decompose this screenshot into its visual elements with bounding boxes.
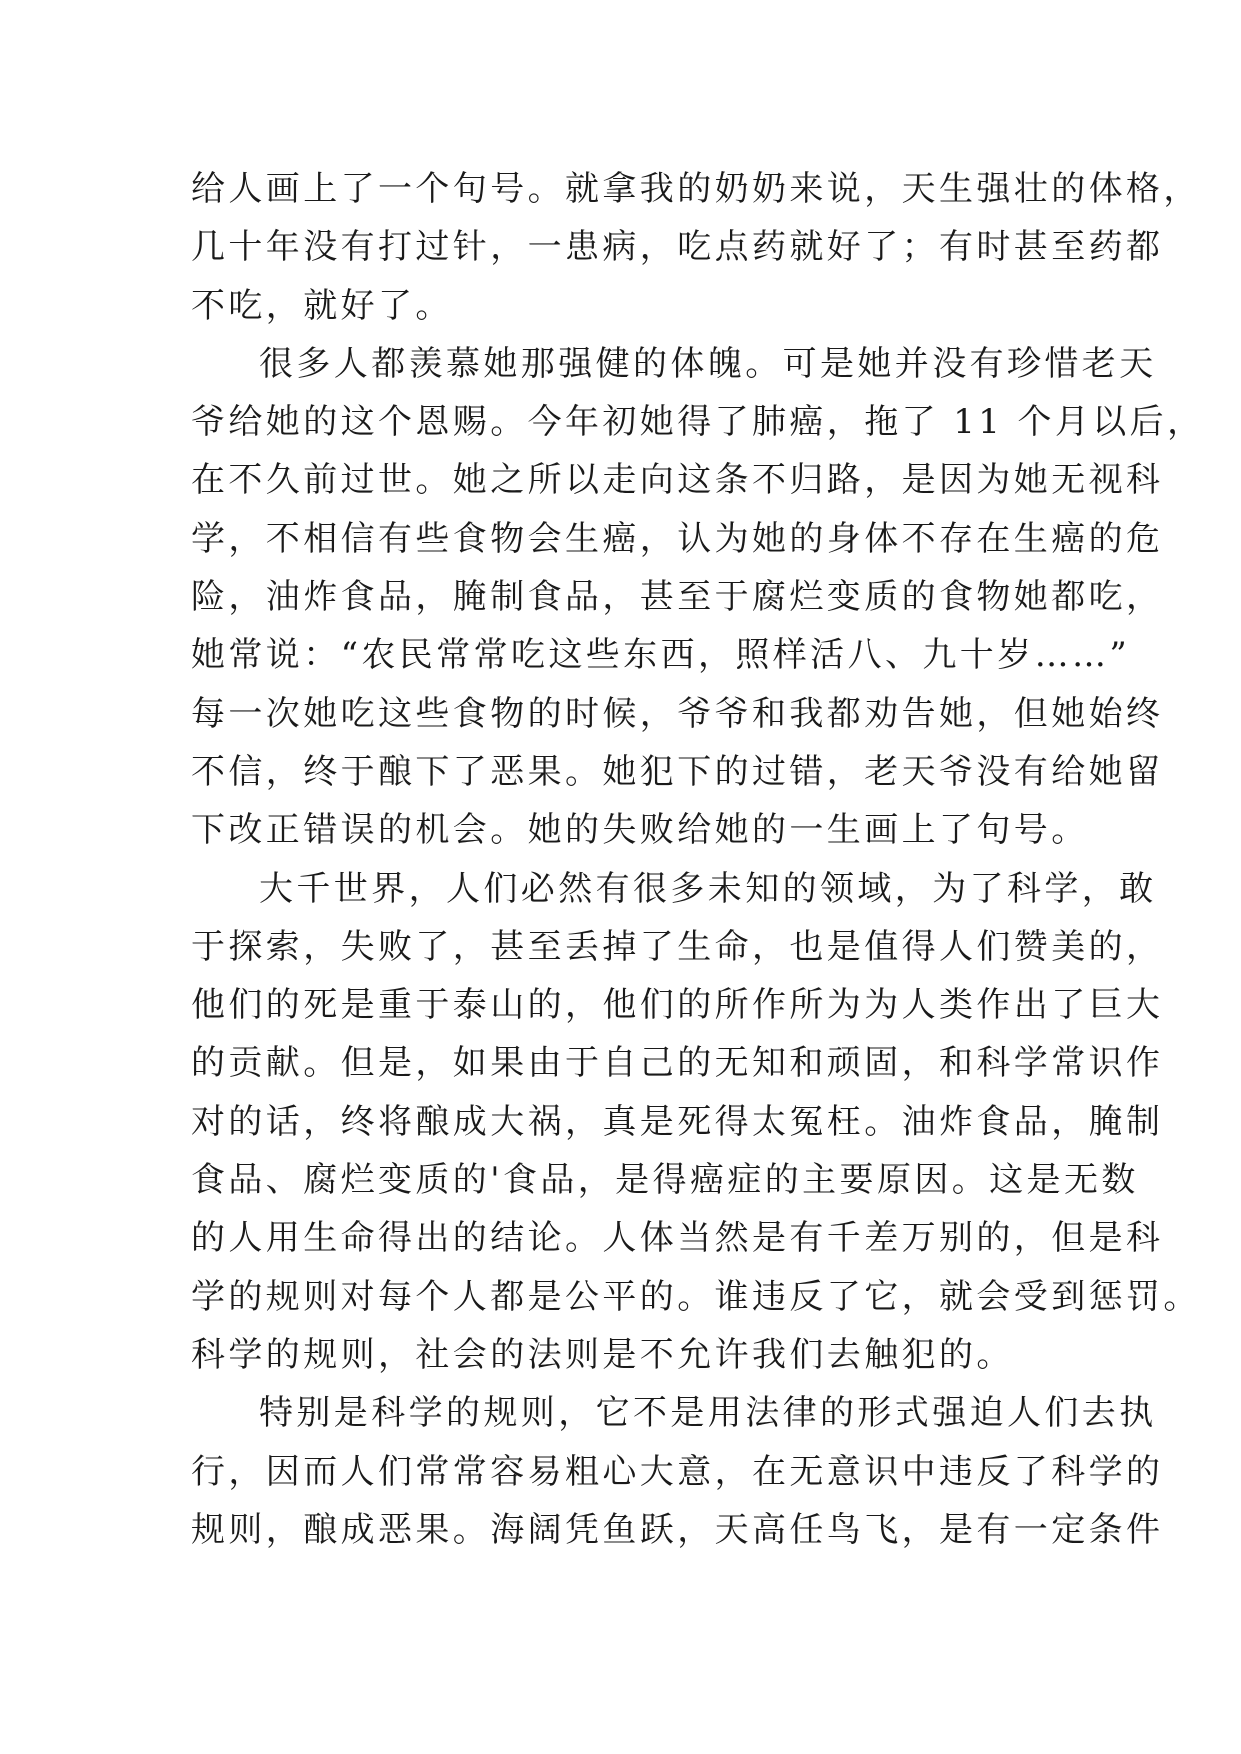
text-line: 他们的死是重于泰山的，他们的所作所为为人类作出了巨大 (191, 985, 1164, 1026)
text-line: 的人用生命得出的结论。人体当然是有千差万别的，但是科 (191, 1218, 1164, 1259)
text-line: 在不久前过世。她之所以走向这条不归路，是因为她无视科 (191, 460, 1164, 501)
paragraph-first-line: 大千世界，人们必然有很多未知的领域，为了科学，敢 (259, 868, 1157, 909)
text-line: 不信，终于酿下了恶果。她犯下的过错，老天爷没有给她留 (191, 751, 1164, 792)
text-line: 于探索，失败了，甚至丢掉了生命，也是值得人们赞美的， (191, 926, 1164, 967)
text-line: 下改正错误的机会。她的失败给她的一生画上了句号。 (191, 810, 1089, 851)
text-line: 的贡献。但是，如果由于自己的无知和顽固，和科学常识作 (191, 1043, 1164, 1084)
text-line: 对的话，终将酿成大祸，真是死得太冤枉。油炸食品，腌制 (191, 1101, 1164, 1142)
text-line: 给人画上了一个句号。就拿我的奶奶来说，天生强壮的体格， (191, 169, 1201, 209)
paragraph-first-line: 特别是科学的规则，它不是用法律的形式强迫人们去执 (259, 1393, 1157, 1434)
body-text (191, 160, 1205, 1559)
text-line: 险，油炸食品，腌制食品，甚至于腐烂变质的食物她都吃， (191, 577, 1164, 618)
text-line: 规则，酿成恶果。海阔凭鱼跃，天高任鸟飞，是有一定条件 (191, 1509, 1164, 1550)
text-line: 科学的规则，社会的法则是不允许我们去触犯的。 (191, 1334, 1014, 1375)
text-line: 几十年没有打过针，一患病，吃点药就好了；有时甚至药都 (191, 227, 1164, 268)
text-line: 爷给她的这个恩赐。今年初她得了肺癌，拖了 11 个月以后， (191, 402, 1205, 443)
text-line: 学的规则对每个人都是公平的。谁违反了它，就会受到惩罚。 (191, 1276, 1201, 1317)
text-line: 食品、腐烂变质的'食品，是得癌症的主要原因。这是无数 (191, 1160, 1139, 1201)
text-line: 她常说：“农民常常吃这些东西，照样活八、九十岁……” (191, 635, 1131, 676)
paragraph-first-line: 很多人都羡慕她那强健的体魄。可是她并没有珍惜老天 (259, 343, 1157, 384)
text-line: 每一次她吃这些食物的时候，爷爷和我都劝告她，但她始终 (191, 693, 1164, 734)
text-line: 不吃，就好了。 (191, 285, 453, 326)
text-line: 行，因而人们常常容易粗心大意，在无意识中违反了科学的 (191, 1451, 1164, 1492)
text-line: 学，不相信有些食物会生癌，认为她的身体不存在生癌的危 (191, 518, 1164, 559)
